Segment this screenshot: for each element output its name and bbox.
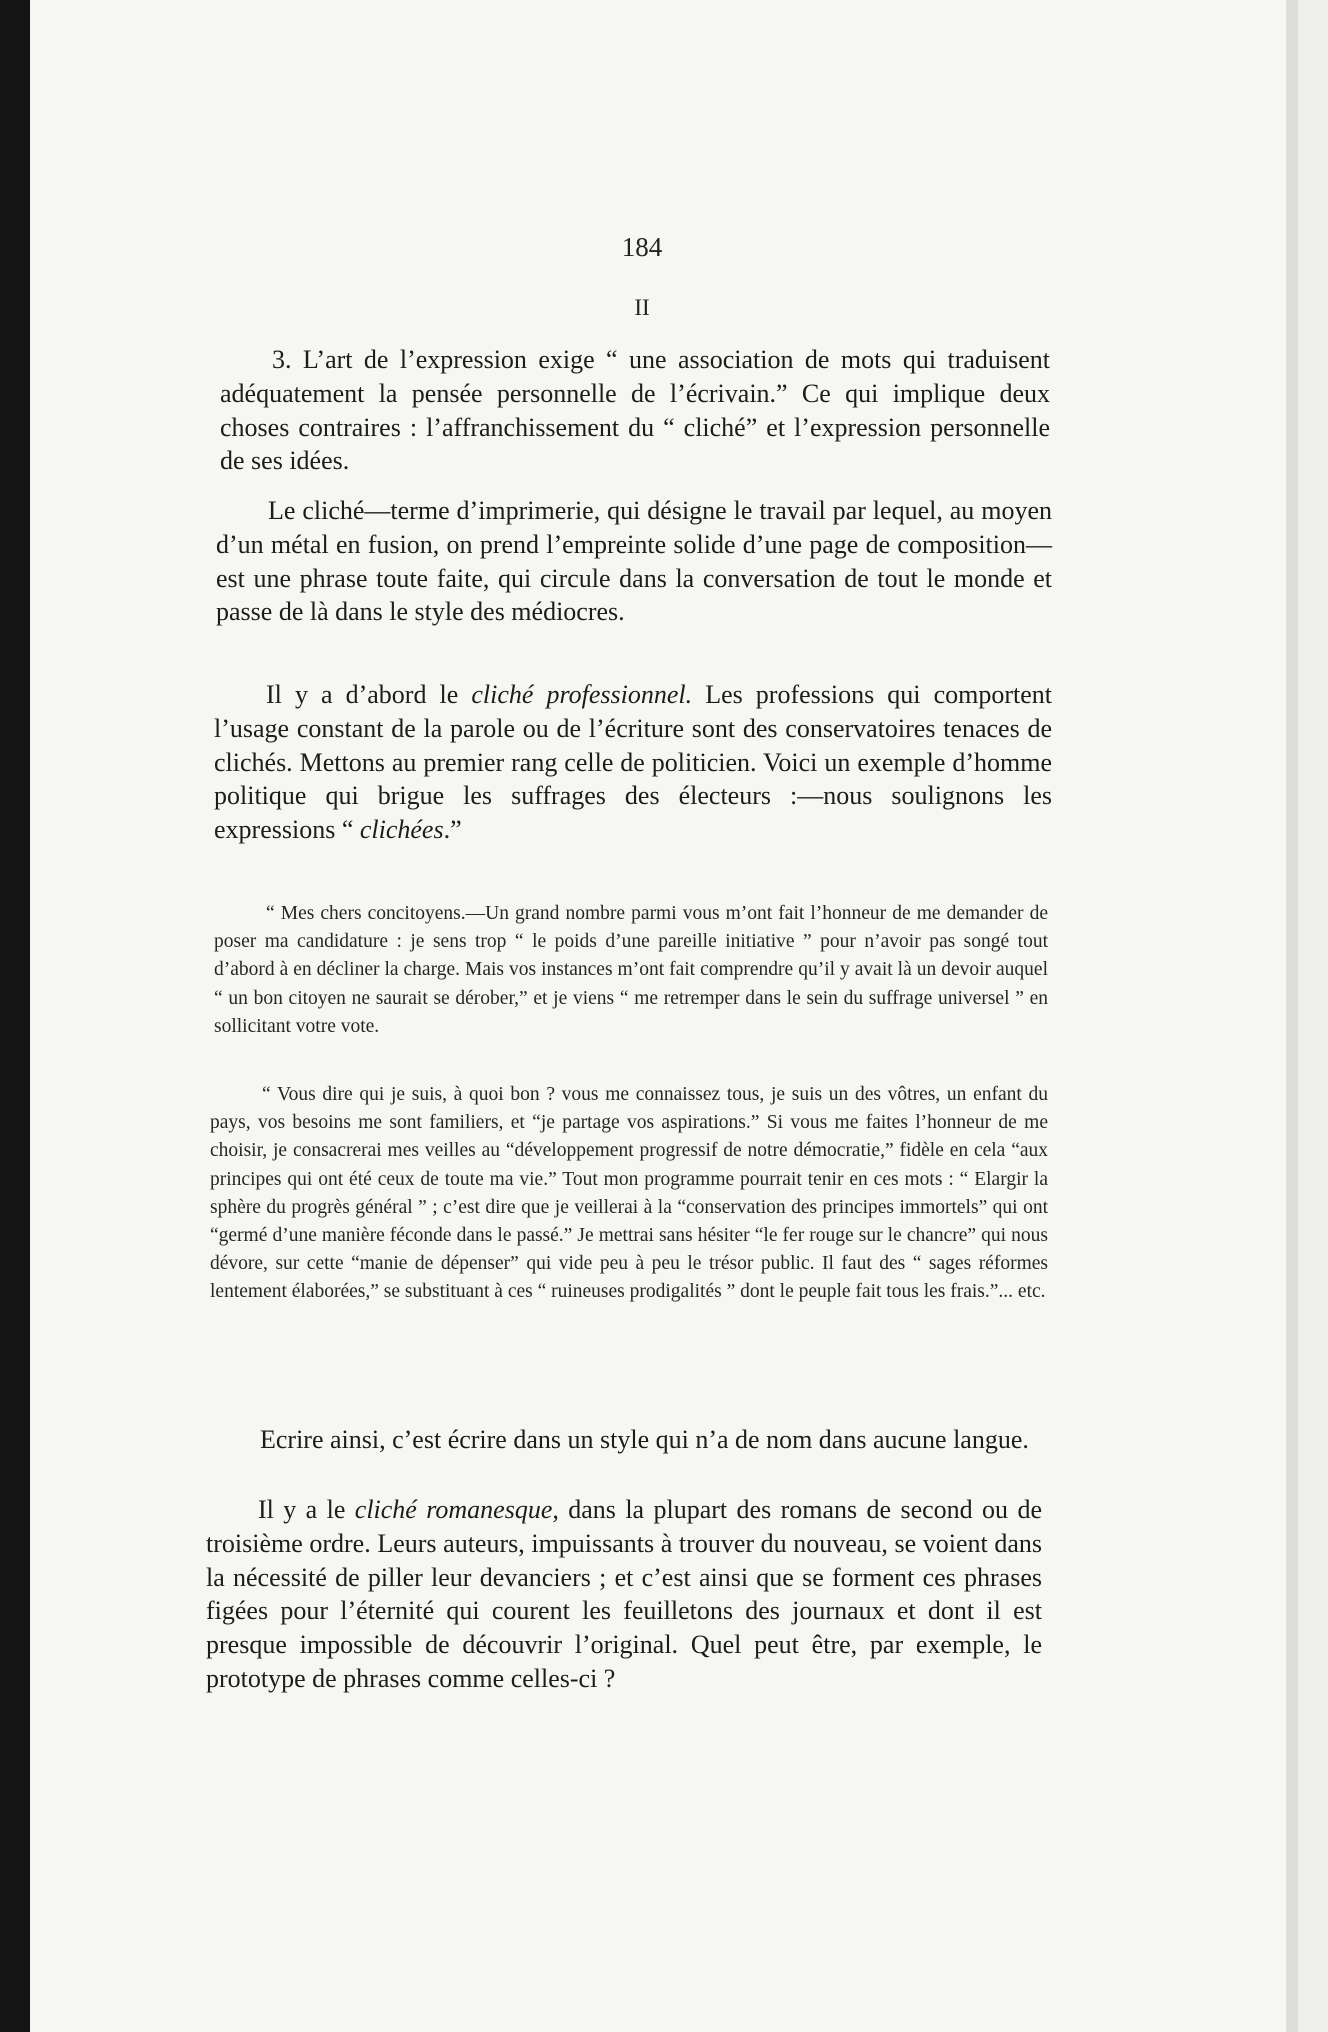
emphasis-cliche-romanesque: cliché romanesque,	[354, 1495, 559, 1524]
paragraph-art-expression: 3. L’art de l’expression exige “ une association de mots qui traduisent adéquatement la pensée personnelle de l’écrivain.” Ce qui implique deux choses contraires : l’affranchissement du “ cliché” et l’expression personnelle de ses idées.	[220, 345, 1050, 476]
page-number: 184	[621, 232, 663, 262]
facing-page-edge	[1298, 0, 1328, 2032]
emphasis-cliche-professionnel: cliché professionnel.	[471, 680, 693, 709]
paragraph-cliche-definition: Le cliché—terme d’imprimerie, qui désigne le travail par lequel, au moyen d’un métal en fusion, on prend l’empreinte solide d’une page de composition—est une phrase toute faite, qui circule dans la conversation de tout le monde et passe de là dans le style des médiocres.	[216, 496, 1052, 627]
page-gutter	[1286, 0, 1298, 2032]
emphasis-clichees: clichées	[359, 815, 444, 845]
paragraph-cliche-romanesque: Il y a le cliché romanesque, dans la plupart des romans de second ou de troisième ordre. Leurs auteurs, impuissants à trouver du nouveau, se voient dans la nécessité de piller leur devanciers ; et c’est ainsi que se forment ces phrases figées pour l’éternité qui courent les feuilletons des journaux et dont il est presque impossible de découvrir l’original. Quel peut être, par exemple, le prototype de phrases comme celles-ci ?	[206, 1495, 1042, 1693]
paragraph-ecrire-ainsi: Ecrire ainsi, c’est écrire dans un style qui n’a de nom dans aucune langue.	[260, 1425, 1029, 1454]
quoted-speech-1: “ Mes chers concitoyens.—Un grand nombre parmi vous m’ont fait l’honneur de me demander de poser ma candidature : je sens trop “ le poids d’une pareille initiative ” pour n’avoir pas songé tout d’abord à en décliner la charge. Mais vos instances m’ont fait comprendre qu’il y avait là un devoir auquel “ un bon citoyen ne saurait se dérober,” et je viens “ me retremper dans le sein du suffrage universel ” en sollicitant votre vote.	[214, 903, 1048, 1037]
section-heading: II	[634, 295, 650, 320]
paragraph-cliche-professionnel: Il y a d’abord le cliché professionnel. Les professions qui comportent l’usage constant de la parole ou de l’écriture sont des conservatoires tenaces de clichés. Mettons au premier rang celle de politicien. Voici un exemple d’homme politique qui brigue les suffrages des électeurs :—nous soulignons les expressions “ clichées.”	[214, 680, 1052, 845]
quoted-speech-2: “ Vous dire qui je suis, à quoi bon ? vous me connaissez tous, je suis un des vôtres, un enfant du pays, vos besoins me sont familiers, et “je partage vos aspirations.” Si vous me faites l’honneur de me choisir, je consacrerai mes veilles au “développement progressif de notre démocratie,” fidèle en cela “aux principes qui ont été ceux de toute ma vie.” Tout mon programme pourrait tenir en ces mots : “ Elargir la sphère du progrès général ” ; c’est dire que je veillerai à la “conservation des principes immortels” qui ont “germé d’une manière féconde dans le passé.” Je mettrai sans hésiter “le fer rouge sur le chancre” qui nous dévore, sur cette “manie de dépenser” qui vide peu à peu le trésor public. Il faut des “ sages réformes lentement élaborées,” se substituant à ces “ ruineuses prodigalités ” dont le peuple fait tous les frais.”... etc.	[210, 1084, 1048, 1303]
